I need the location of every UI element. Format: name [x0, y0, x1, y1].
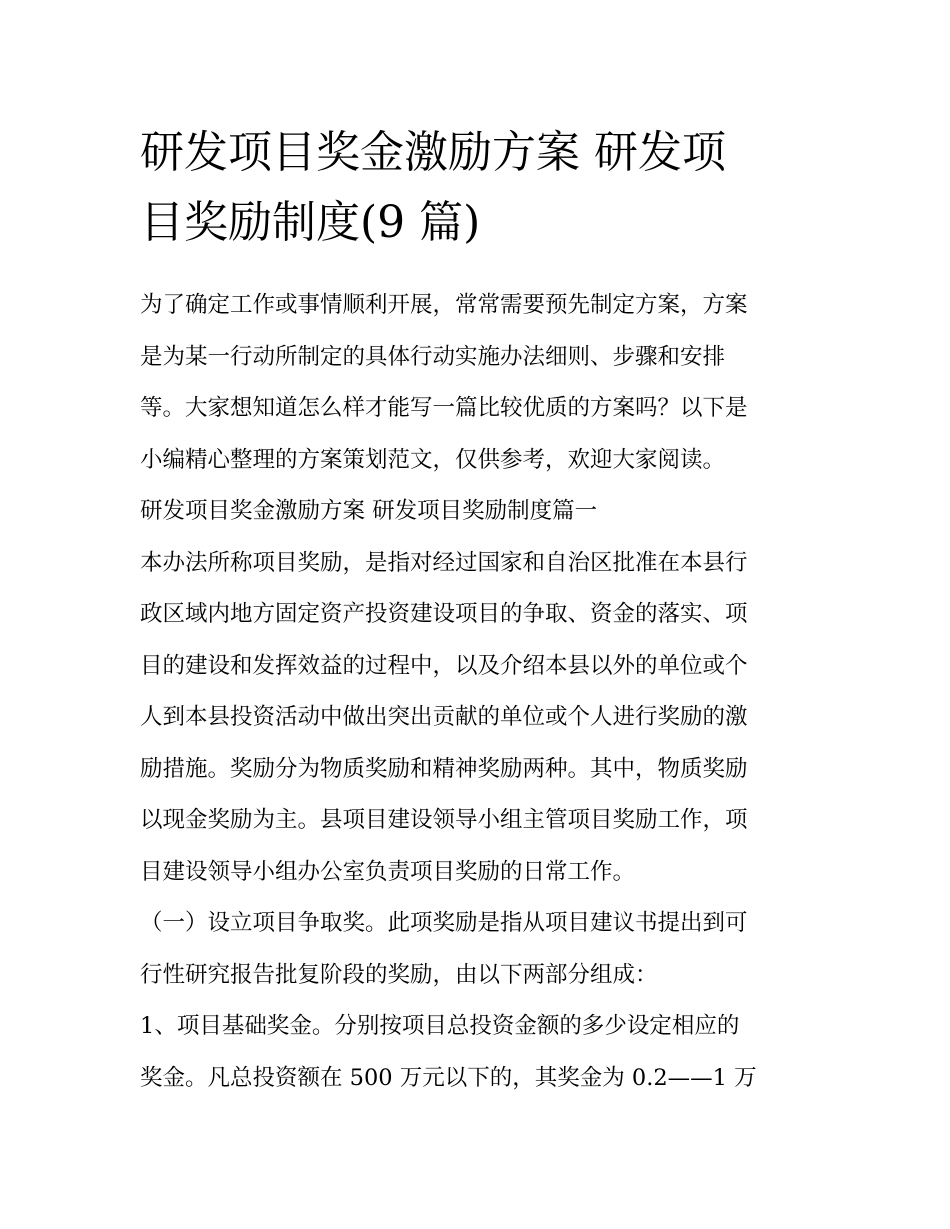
intro-line-2: 是为某一行动所制定的具体行动实施办法细则、步骤和安排 — [140, 343, 726, 370]
intro-line-1: 为了确定工作或事情顺利开展，常常需要预先制定方案，方案 — [140, 292, 748, 318]
section-heading: 研发项目奖金激励方案 研发项目奖励制度篇一 — [140, 498, 598, 524]
document-body — [140, 280, 820, 1104]
body-line-9: 行性研究报告批复阶段的奖励，由以下两部分组成： — [140, 961, 658, 988]
intro-line-4: 小编精心整理的方案策划范文，仅供参考，欢迎大家阅读。 — [140, 446, 726, 473]
title-line-2: 目奖励制度(9 篇) — [140, 197, 481, 248]
body-line-6: 以现金奖励为主。县项目建设领导小组主管项目奖励工作，项 — [140, 807, 748, 833]
body-line-11: 奖金。凡总投资额在 500 万元以下的，其奖金为 0.2——1 万 — [140, 1064, 757, 1091]
body-line-8: （一）设立项目争取奖。此项奖励是指从项目建议书提出到可 — [140, 910, 748, 936]
body-line-5: 励措施。奖励分为物质奖励和精神奖励两种。其中，物质奖励 — [140, 755, 748, 782]
body-line-2: 政区域内地方固定资产投资建设项目的争取、资金的落实、项 — [140, 601, 748, 627]
document-title — [140, 118, 820, 258]
body-line-10: 1、项目基础奖金。分别按项目总投资金额的多少设定相应的 — [140, 1013, 740, 1039]
body-line-7: 目建设领导小组办公室负责项目奖励的日常工作。 — [140, 858, 636, 885]
document-content — [140, 118, 820, 1104]
body-line-4: 人到本县投资活动中做出突出贡献的单位或个人进行奖励的激 — [140, 704, 748, 730]
title-line-1: 研发项目奖金激励方案 研发项 — [140, 127, 726, 178]
intro-line-3: 等。大家想知道怎么样才能写一篇比较优质的方案吗？以下是 — [140, 395, 748, 421]
body-line-1: 本办法所称项目奖励，是指对经过国家和自治区批准在本县行 — [140, 549, 748, 576]
body-line-3: 目的建设和发挥效益的过程中，以及介绍本县以外的单位或个 — [140, 652, 748, 679]
